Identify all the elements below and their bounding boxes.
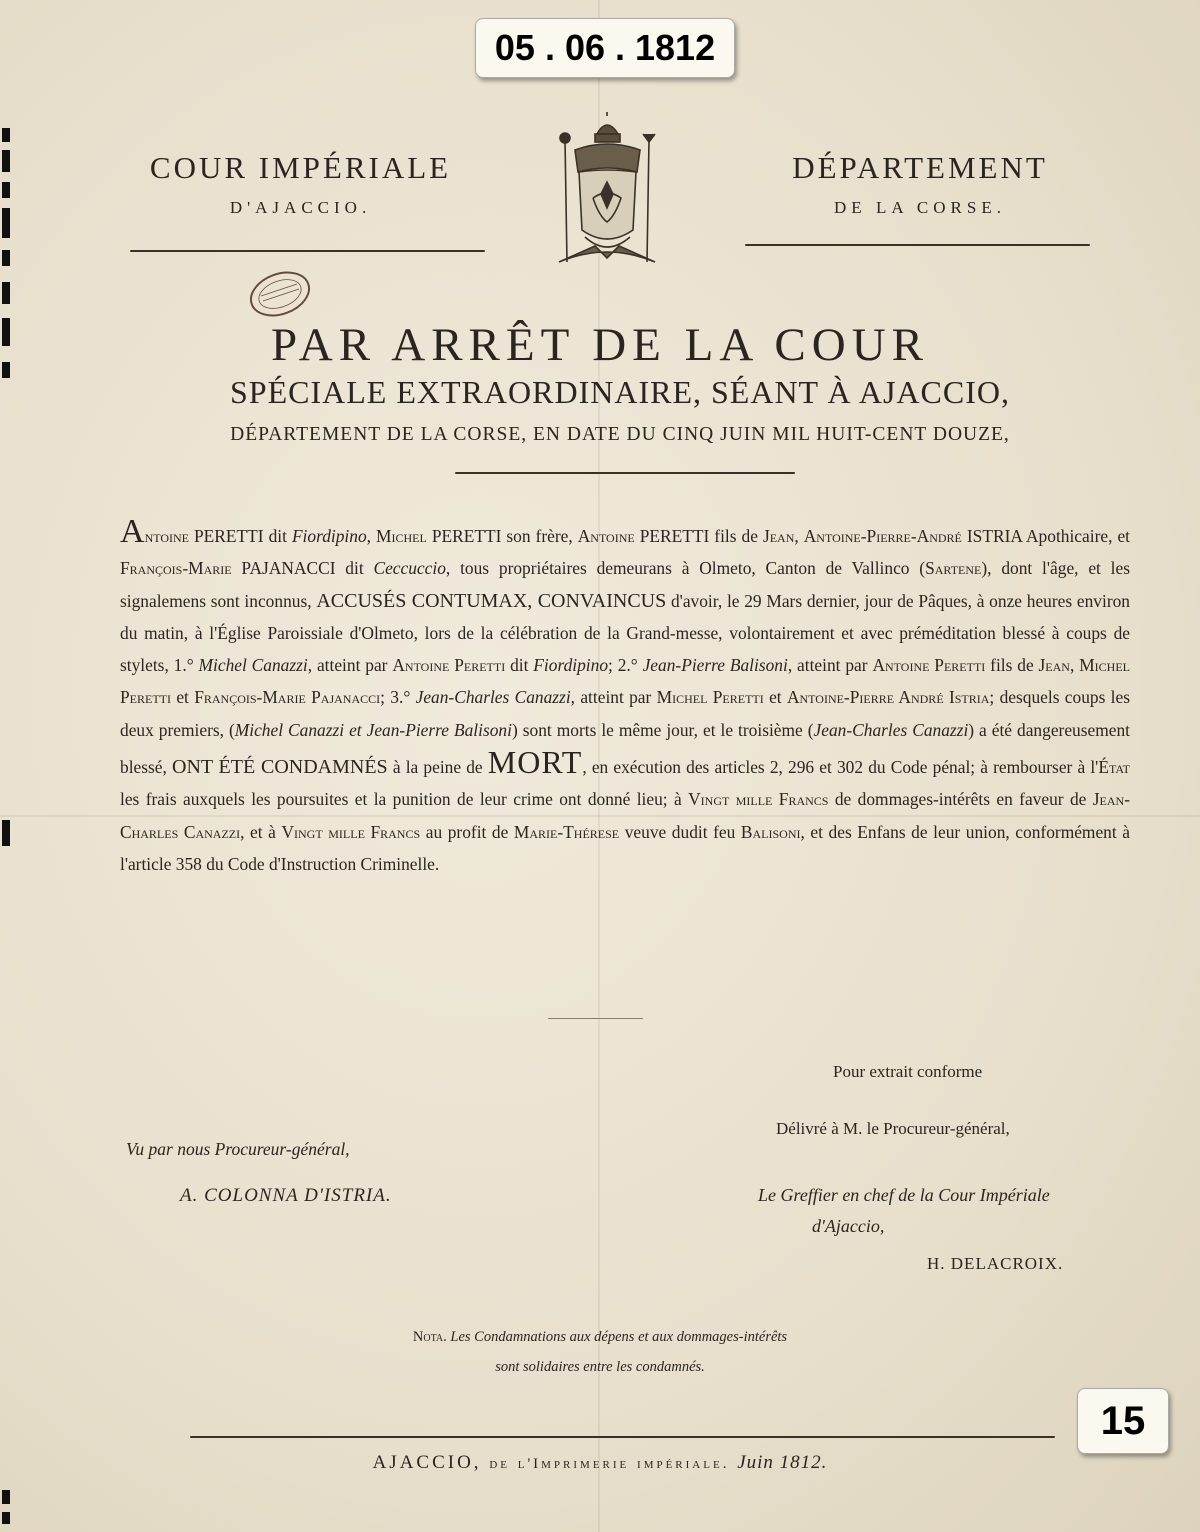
body-end-rule xyxy=(548,1018,643,1019)
binding-edge-marks xyxy=(0,0,14,1532)
nota-line-2: sont solidaires entre les condamnés. xyxy=(495,1359,705,1375)
delacroix-signature: H. DELACROIX. xyxy=(927,1254,1064,1273)
header-right xyxy=(755,150,1085,218)
date-badge: 05 . 06 . 1812 xyxy=(475,18,735,78)
header-left-rule xyxy=(130,250,485,252)
delivre-line: Délivré à M. le Procureur-général, xyxy=(776,1119,1010,1138)
header-left xyxy=(118,150,483,218)
printer-footer: AJACCIO, de l'Imprimerie impériale. Juin 1812. xyxy=(372,1452,828,1473)
colonna-signature: A. COLONNA D'ISTRIA. xyxy=(180,1185,392,1206)
imperial-coat-of-arms-icon xyxy=(545,112,670,277)
decree-title: PAR ARRÊT DE LA COUR xyxy=(270,319,930,371)
greffier-line-2: d'Ajaccio, xyxy=(812,1216,885,1236)
greffier-line-1: Le Greffier en chef de la Cour Impériale xyxy=(758,1185,1050,1205)
vu-par-line: Vu par nous Procureur-général, xyxy=(126,1139,350,1159)
title-rule xyxy=(455,472,795,474)
extrait-conforme: Pour extrait conforme xyxy=(833,1062,983,1081)
department-title: DÉPARTEMENT xyxy=(792,150,1048,185)
court-subtitle: D'AJACCIO. xyxy=(229,198,372,217)
nota-block xyxy=(0,1322,1200,1382)
footer-rule xyxy=(190,1436,1055,1438)
decree-subtitle: SPÉCIALE EXTRAORDINAIRE, SÉANT À AJACCIO, xyxy=(230,374,1010,410)
page-number-badge: 15 xyxy=(1077,1388,1169,1454)
department-subtitle: DE LA CORSE. xyxy=(834,198,1006,217)
decree-date-line: DÉPARTEMENT DE LA CORSE, EN DATE DU CINQ JUIN MIL HUIT-CENT DOUZE, xyxy=(230,424,1010,445)
nota-label: Nota. xyxy=(412,1329,447,1345)
court-title: COUR IMPÉRIALE xyxy=(149,150,452,185)
header-right-rule xyxy=(745,244,1090,246)
decree-body: Antoine PERETTI dit Fiordipino, Michel PERETTI son frère, Antoine PERETTI fils de Jean, Antoine-Pierre-André ISTRIA Apothicaire, et François-Marie PAJANACCI dit Ceccuccio, tous propriétaires demeurans à Olmeto, Canton de Vallinco (Sartene), dont l'âge, et les signalemens sont inconnus, ACCUSÉS CONTUMAX, CONVAINCUS d'avoir, le 29 Mars dernier, jour de Pâques, à onze heures environ du matin, à l'Église Paroissiale d'Olmeto, lors de la célébration de la Grand-messe, volontairement et avec préméditation blessé à coups de stylets, 1.° Michel Canazzi, atteint par Antoine Peretti dit Fiordipino; 2.° Jean-Pierre Balisoni, atteint par Antoine Peretti fils de Jean, Michel Peretti et François-Marie Pajanacci; 3.° Jean-Charles Canazzi, atteint par Michel Peretti et Antoine-Pierre André Istria; desquels coups les deux premiers, (Michel Canazzi et Jean-Pierre Balisoni) sont morts le même jour, et le troisième (Jean-Charles Canazzi) a été dangereusement blessé, ONT ÉTÉ CONDAMNÉS à la peine de MORT, en exécution des articles 2, 296 et 302 du Code pénal; à rembourser à l'État les frais auxquels les poursuites et la punition de leur crime ont donné lieu; à Vingt mille Francs de dommages-intérêts en faveur de Jean-Charles Canazzi, et à Vingt mille Francs au profit de Marie-Thérese veuve dudit feu Balisoni, et des Enfans de leur union, conformément à l'article 358 du Code d'Instruction Criminelle. xyxy=(120,513,1131,874)
nota-line-1: Les Condamnations aux dépens et aux dommages-intérêts xyxy=(450,1329,788,1345)
archive-stamp-icon xyxy=(245,268,315,320)
